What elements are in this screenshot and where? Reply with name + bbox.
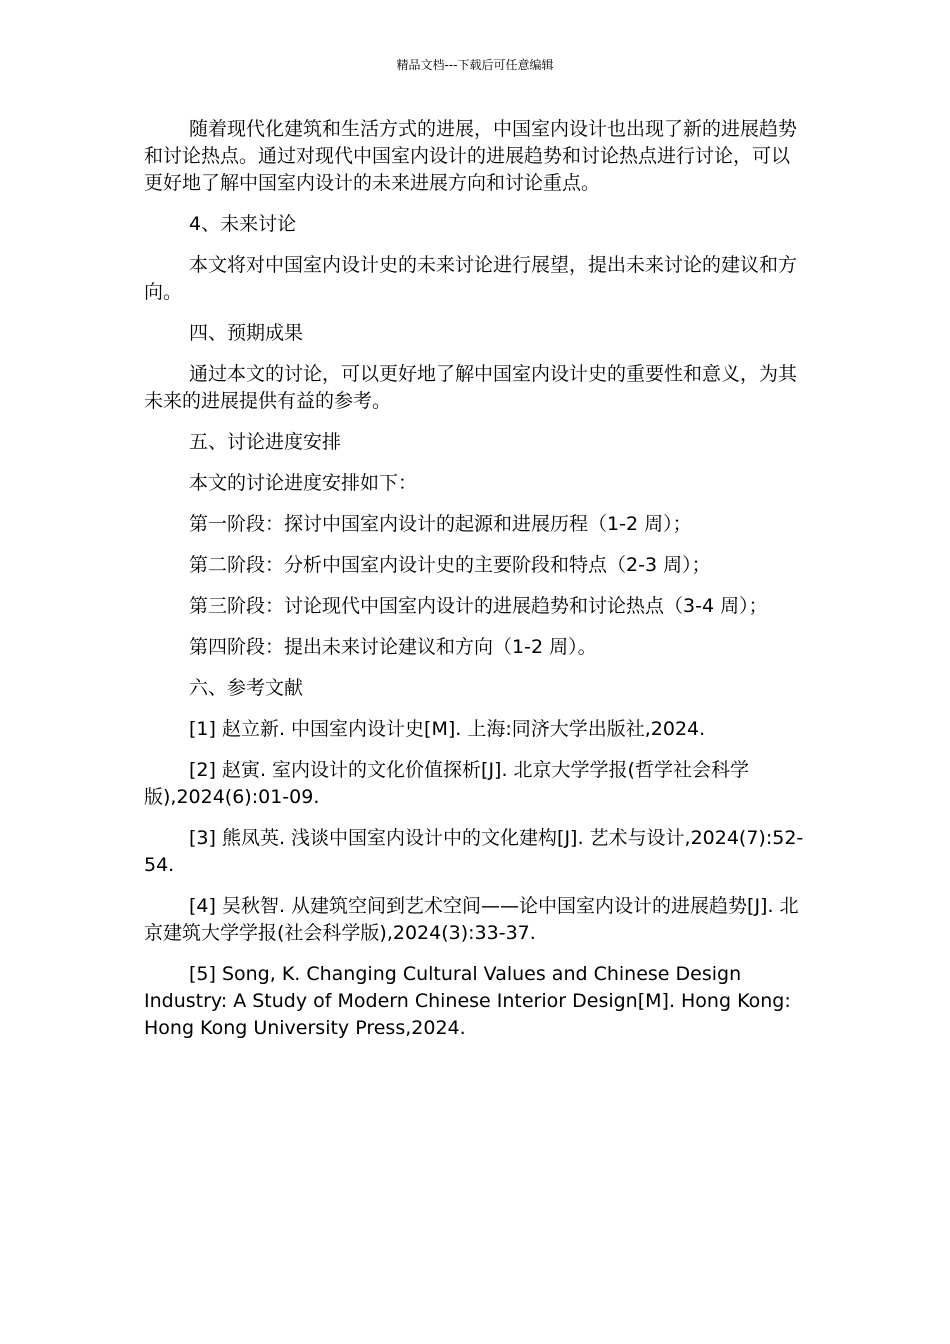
- schedule-stage-3: 第三阶段：讨论现代中国室内设计的进展趋势和讨论热点（3-4 周）；: [189, 595, 768, 617]
- intro-paragraph: 随着现代化建筑和生活方式的进展，中国室内设计也出现了新的进展趋势和讨论热点。通过对现代中国室内设计的进展趋势和讨论热点进行讨论，可以更好地了解中国室内设计的未来进展方向和讨论重点。: [144, 118, 798, 194]
- reference-item: [1] 赵立新. 中国室内设计史[M]. 上海:同济大学出版社,2024.: [189, 718, 706, 740]
- expected-results-paragraph: 通过本文的讨论，可以更好地了解中国室内设计史的重要性和意义，为其未来的进展提供有益的参考。: [144, 363, 798, 412]
- reference-item: [5] Song, K. Changing Cultural Values and Chinese Design Industry: A Study of Modern Chinese Interior Design[M]. Hong Kong: Hong Kong University Press,2024.: [144, 963, 791, 1039]
- schedule-intro: 本文的讨论进度安排如下：: [189, 472, 418, 494]
- reference-item: [3] 熊凤英. 浅谈中国室内设计中的文化建构[J]. 艺术与设计,2024(7):52-54.: [144, 827, 804, 876]
- section-heading-schedule: 五、讨论进度安排: [189, 431, 342, 453]
- schedule-stage-2: 第二阶段：分析中国室内设计史的主要阶段和特点（2-3 周）；: [189, 554, 711, 576]
- schedule-stage-1: 第一阶段：探讨中国室内设计的起源和进展历程（1-2 周）；: [189, 513, 692, 535]
- section-heading-references: 六、参考文献: [189, 677, 304, 699]
- schedule-stage-4: 第四阶段：提出未来讨论建议和方向（1-2 周）。: [189, 636, 597, 658]
- page-header: 精品文档---下载后可任意编辑: [396, 58, 554, 72]
- reference-item: [4] 吴秋智. 从建筑空间到艺术空间——论中国室内设计的进展趋势[J]. 北京建筑大学学报(社会科学版),2024(3):33-37.: [144, 895, 799, 944]
- reference-item: [2] 赵寅. 室内设计的文化价值探析[J]. 北京大学学报(哲学社会科学版),2024(6):01-09.: [144, 759, 749, 808]
- section-heading-expected-results: 四、预期成果: [189, 322, 304, 344]
- future-research-paragraph: 本文将对中国室内设计史的未来讨论进行展望，提出未来讨论的建议和方向。: [144, 254, 798, 303]
- section-heading-future-research: 4、未来讨论: [189, 213, 297, 235]
- document-body: [144, 116, 806, 1056]
